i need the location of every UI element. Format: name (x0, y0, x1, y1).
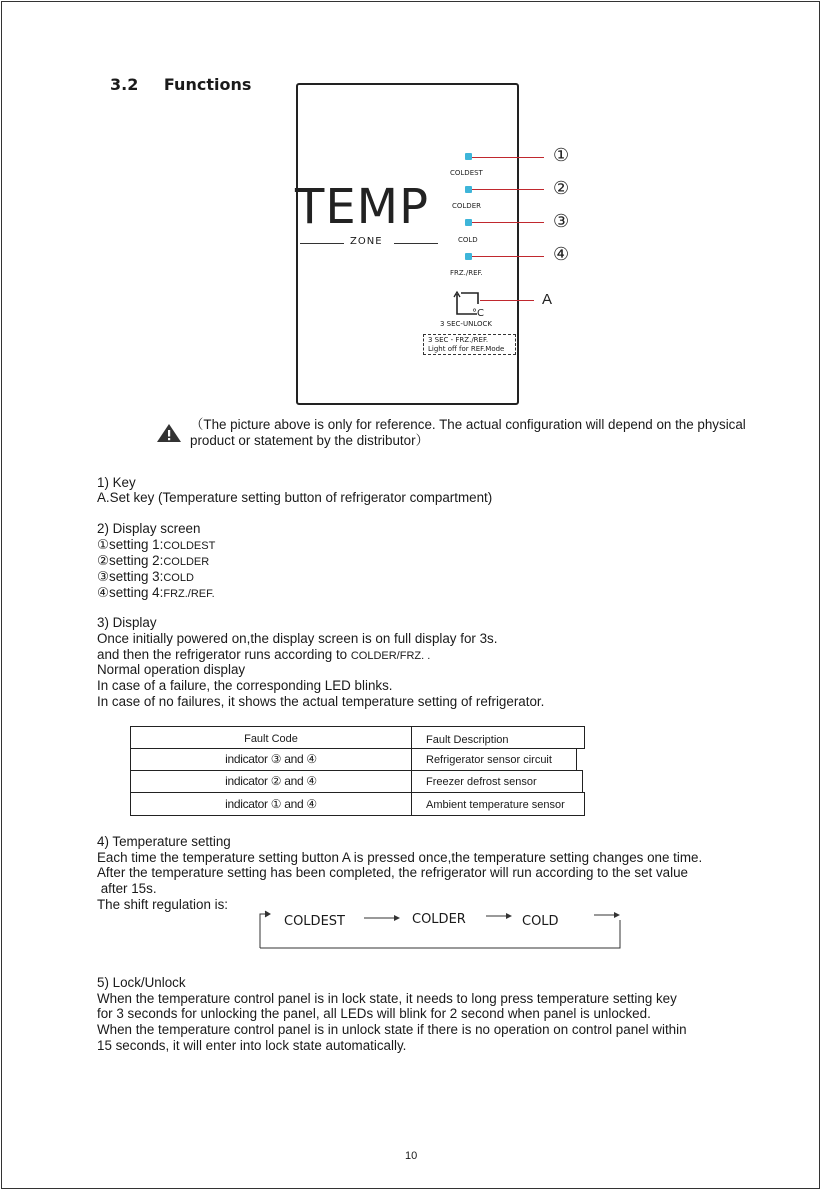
callout-a: A (542, 291, 553, 308)
setting-3-value: COLD (163, 572, 194, 584)
callout-line-3 (472, 222, 544, 223)
fault-code-cell: indicator ③ and ④ (225, 752, 317, 766)
fault-table-header (130, 726, 585, 749)
led-label-coldest: COLDEST (450, 169, 483, 177)
display-line-2-mode: COLDER/FRZ. . (350, 650, 431, 662)
lock-line-2: for 3 seconds for unlocking the panel, all LEDs will blink for 2 second when panel is unlocked. (97, 1006, 651, 1021)
setting-2-prefix: ②setting 2: (97, 553, 164, 568)
set-key-lock-icon (451, 290, 487, 323)
fault-description-cell: Freezer defrost sensor (426, 776, 537, 788)
setting-2 (97, 553, 209, 570)
table-row (130, 792, 585, 816)
lock-line-4: 15 seconds, it will enter into lock state automatically. (97, 1038, 407, 1053)
display-screen-heading: 2) Display screen (97, 521, 201, 536)
callout-1: ① (553, 145, 570, 166)
display-line-2-text: and then the refrigerator runs according to (97, 647, 348, 662)
callout-line-a (480, 300, 534, 301)
note-line-1: 3 SEC - FRZ./REF. (428, 336, 489, 344)
led-coldest (465, 153, 472, 160)
svg-text:°C: °C (472, 308, 484, 318)
led-label-colder: COLDER (452, 202, 481, 210)
lock-line-1: When the temperature control panel is in lock state, it needs to long press temperature setting key (97, 991, 677, 1006)
table-divider (411, 749, 412, 770)
warning-text: （The picture above is only for reference. The actual configuration will depend on the physical product or statement by the distributor） (190, 417, 746, 448)
callout-line-1 (472, 157, 544, 158)
shift-regulation-diagram (258, 910, 622, 950)
setting-4-value: FRZ./REF. (163, 588, 215, 600)
mode-note-box (423, 334, 516, 355)
zone-line-left (300, 243, 344, 244)
callout-2: ② (553, 178, 570, 199)
table-row (130, 770, 583, 793)
zone-label: ZONE (350, 236, 383, 247)
fault-description-header: Fault Description (426, 734, 509, 746)
section-name: Functions (163, 75, 252, 94)
temperature-setting-line-2: After the temperature setting has been completed, the refrigerator will run according to the set value (97, 865, 688, 880)
table-divider (411, 771, 412, 792)
setting-1-prefix: ①setting 1: (97, 537, 164, 552)
shift-cold: COLD (522, 914, 559, 929)
led-colder (465, 186, 472, 193)
table-divider (411, 793, 412, 815)
lock-heading: 5) Lock/Unlock (97, 975, 186, 990)
fault-description-cell: Ambient temperature sensor (426, 799, 565, 811)
fault-code-cell: indicator ① and ④ (225, 797, 317, 811)
warning-triangle-icon (156, 423, 182, 448)
temp-label: TEMP (295, 179, 430, 235)
led-cold (465, 219, 472, 226)
key-heading: 1) Key (97, 475, 136, 490)
callout-3: ③ (553, 211, 570, 232)
led-frz-ref (465, 253, 472, 260)
fault-code-cell: indicator ② and ④ (225, 774, 317, 788)
shift-colder: COLDER (412, 912, 466, 927)
page-number: 10 (405, 1150, 418, 1162)
display-line-3: Normal operation display (97, 662, 246, 677)
shift-coldest: COLDEST (284, 914, 345, 929)
lock-line-3: When the temperature control panel is in unlock state if there is no operation on control panel within (97, 1022, 687, 1037)
setting-4 (97, 585, 215, 602)
section-title (110, 75, 251, 94)
led-label-cold: COLD (458, 236, 478, 244)
section-number: 3.2 (110, 75, 139, 94)
temperature-setting-heading: 4) Temperature setting (97, 834, 231, 849)
note-line-2: Light off for REF.Mode (428, 345, 505, 353)
fault-description-cell: Refrigerator sensor circuit (426, 754, 552, 766)
key-description: A.Set key (Temperature setting button of refrigerator compartment) (97, 490, 493, 505)
callout-4: ④ (553, 244, 570, 265)
temperature-setting-line-1: Each time the temperature setting button A is pressed once,the temperature setting changes one time. (97, 850, 703, 865)
callout-line-2 (472, 189, 544, 190)
zone-line-right (394, 243, 438, 244)
setting-3-prefix: ③setting 3: (97, 569, 164, 584)
control-panel-illustration (296, 83, 519, 405)
display-line-5: In case of no failures, it shows the actual temperature setting of refrigerator. (97, 694, 545, 709)
led-label-frz-ref: FRZ./REF. (450, 269, 483, 277)
callout-line-4 (472, 256, 544, 257)
display-line-4: In case of a failure, the corresponding LED blinks. (97, 678, 393, 693)
setting-1 (97, 537, 215, 554)
setting-3 (97, 569, 194, 586)
temperature-setting-line-4: The shift regulation is: (97, 897, 228, 912)
unlock-label: 3 SEC-UNLOCK (440, 320, 492, 328)
display-line-1: Once initially powered on,the display screen is on full display for 3s. (97, 631, 498, 646)
display-heading: 3) Display (97, 615, 157, 630)
table-row (130, 748, 577, 771)
setting-4-prefix: ④setting 4: (97, 585, 164, 600)
setting-1-value: COLDEST (163, 540, 216, 552)
fault-code-header: Fault Code (244, 733, 298, 745)
temperature-setting-line-3: after 15s. (97, 881, 157, 896)
table-divider (411, 727, 412, 748)
setting-2-value: COLDER (163, 556, 210, 568)
